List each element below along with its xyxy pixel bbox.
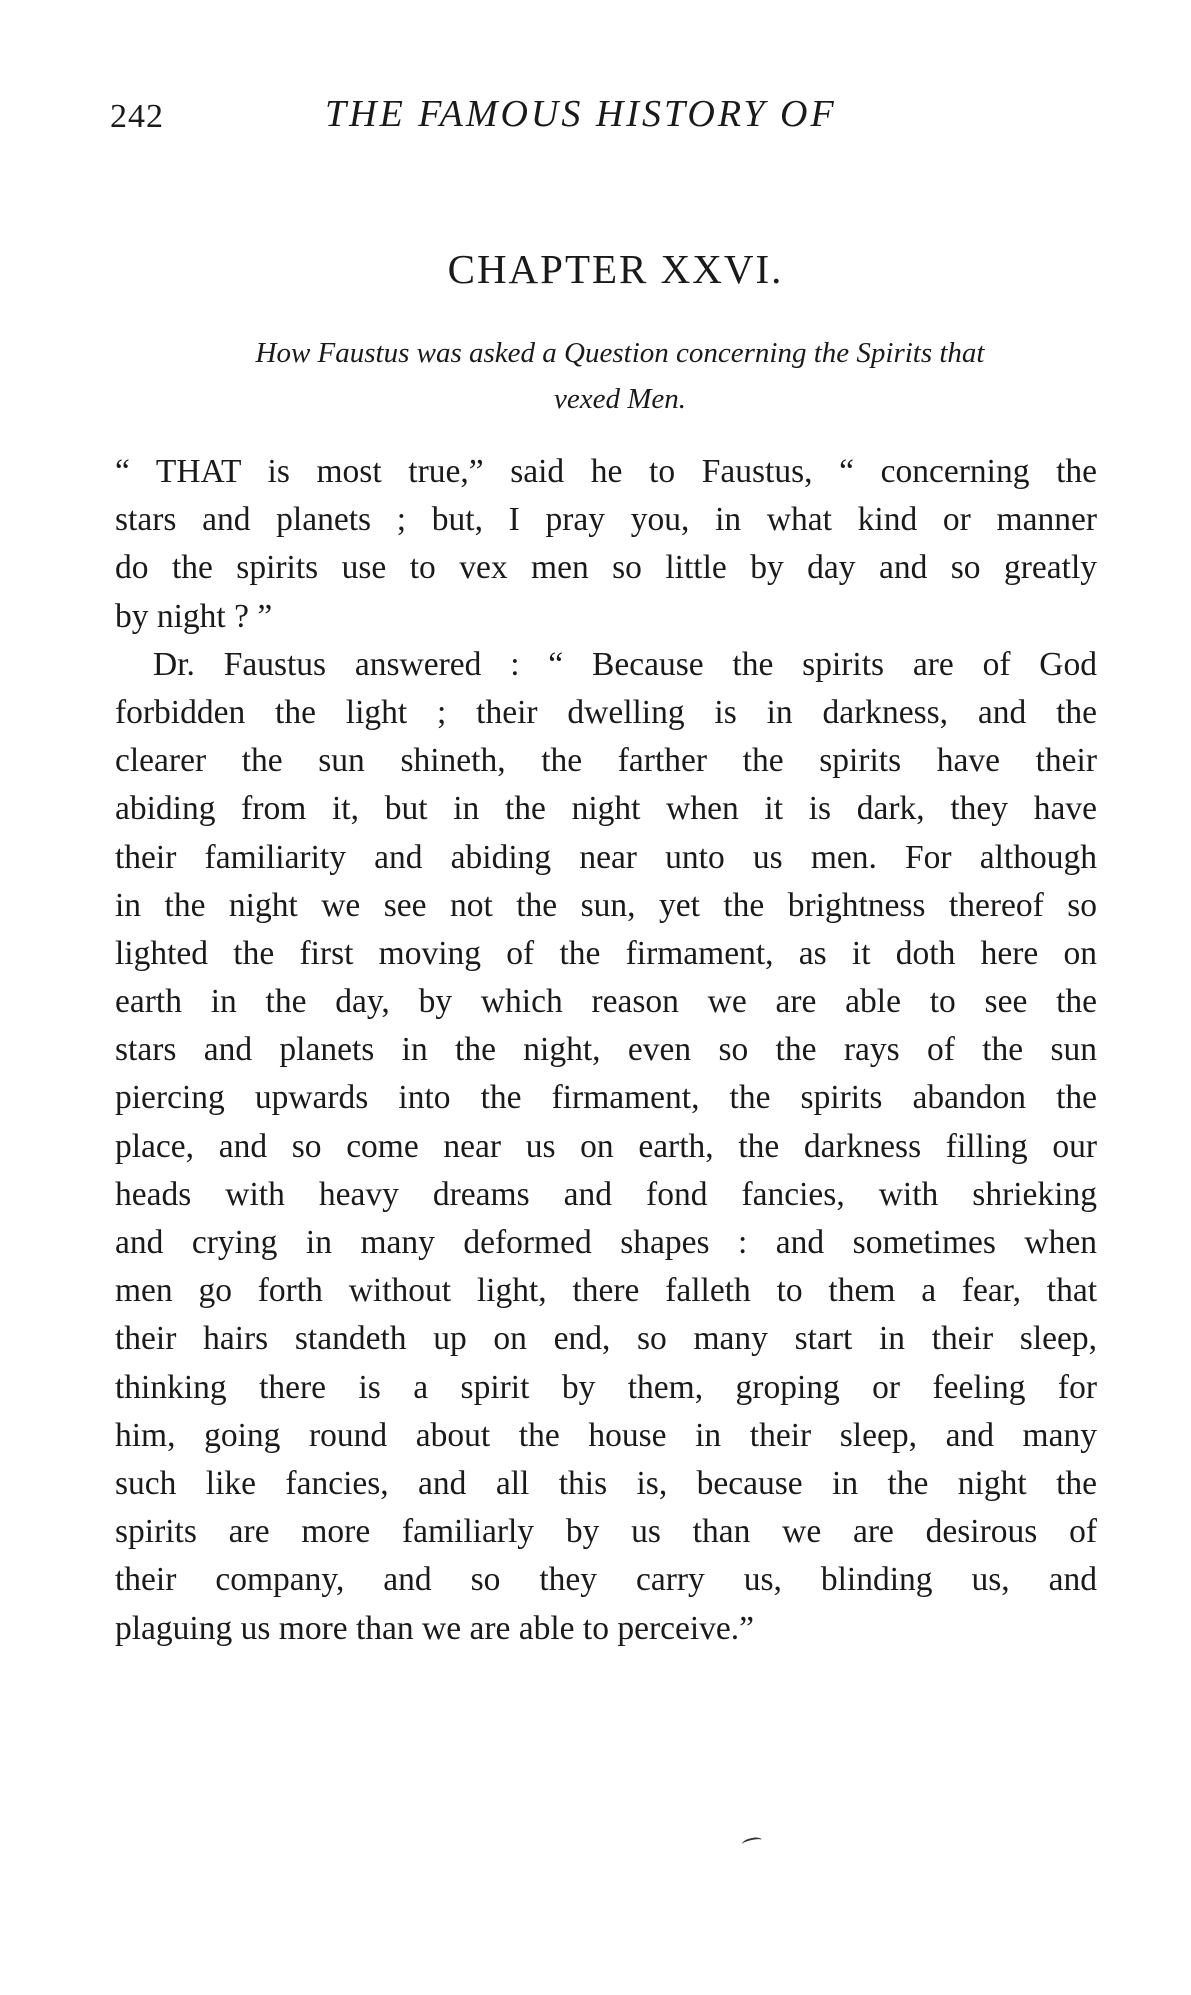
chapter-heading: CHAPTER XXVI.	[447, 246, 784, 292]
text-line: “ THAT is most true,” said he to Faustus, “ concerning the	[115, 453, 1097, 490]
running-head	[110, 92, 1100, 142]
text-line: by night ? ”	[115, 597, 273, 635]
text-line: him, going round about the house in their sleep, and many	[115, 1416, 1097, 1454]
text-line: and crying in many deformed shapes : and sometimes when	[115, 1224, 1097, 1261]
text-line: earth in the day, by which reason we are able to see the	[115, 983, 1097, 1021]
text-line: plaguing us more than we are able to perceive.”	[115, 1609, 755, 1647]
text-line: place, and so come near us on earth, the darkness filling our	[115, 1127, 1097, 1165]
text-line: forbidden the light ; their dwelling is in darkness, and the	[115, 693, 1097, 731]
chapter-subtitle	[180, 330, 1060, 422]
chapter-subtitle-line: vexed Men.	[553, 383, 686, 415]
text-line: their hairs standeth up on end, so many start in their sleep,	[115, 1320, 1097, 1358]
printer-mark	[741, 1836, 762, 1848]
running-title: THE FAMOUS HISTORY OF	[325, 93, 837, 135]
text-line: clearer the sun shineth, the farther the spirits have their	[115, 742, 1097, 780]
text-line: their company, and so they carry us, blinding us, and	[115, 1561, 1097, 1599]
text-line: their familiarity and abiding near unto us men. For although	[115, 838, 1097, 876]
paragraph-1	[115, 448, 1097, 641]
text-line: lighted the first moving of the firmament, as it doth here on	[115, 934, 1097, 972]
text-line: piercing upwards into the firmament, the spirits abandon the	[115, 1079, 1097, 1117]
body-text	[115, 448, 1097, 1653]
paragraph-2	[115, 641, 1097, 1653]
text-line: in the night we see not the sun, yet the brightness thereof so	[115, 886, 1097, 924]
text-line: Dr. Faustus answered : “ Because the spirits are of God	[153, 645, 1097, 683]
text-line: abiding from it, but in the night when it is dark, they have	[115, 790, 1097, 828]
page-number: 242	[110, 98, 164, 135]
text-line: spirits are more familiarly by us than we are desirous of	[115, 1513, 1097, 1551]
text-line: such like fancies, and all this is, because in the night the	[115, 1464, 1097, 1502]
text-line: do the spirits use to vex men so little by day and so greatly	[115, 549, 1097, 587]
text-line: thinking there is a spirit by them, groping or feeling for	[115, 1368, 1097, 1406]
text-line: heads with heavy dreams and fond fancies, with shrieking	[115, 1175, 1097, 1213]
text-line: stars and planets in the night, even so the rays of the sun	[115, 1031, 1097, 1069]
text-line: stars and planets ; but, I pray you, in what kind or manner	[115, 501, 1097, 539]
text-line: men go forth without light, there falleth to them a fear, that	[115, 1272, 1097, 1310]
chapter-subtitle-line: How Faustus was asked a Question concerning the Spirits that	[255, 337, 985, 369]
